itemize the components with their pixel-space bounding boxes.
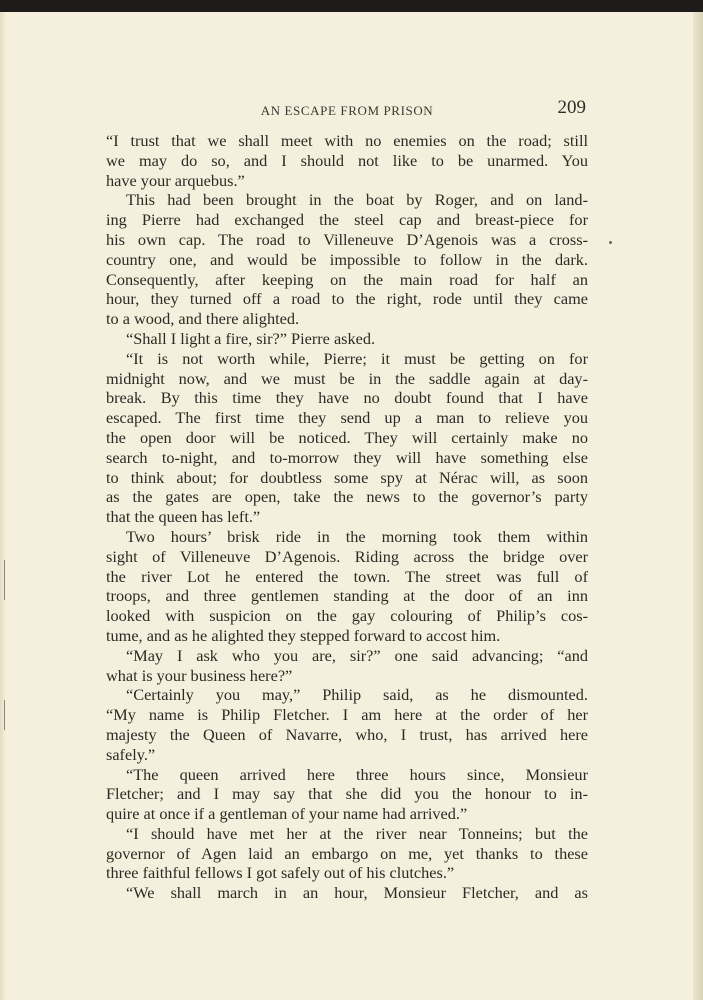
text-line: hour, they turned off a road to the right, rode until they came <box>106 289 588 309</box>
text-line: sight of Villeneuve D’Agenois. Riding across the bridge over <box>106 546 588 566</box>
text-line: the river Lot he entered the town. The street was full of <box>106 566 588 586</box>
text-line: “Shall I light a fire, sir?” Pierre asked. <box>126 328 376 348</box>
text-line: break. By this time they have no doubt found that I have <box>106 388 588 408</box>
text-line: have your arquebus.” <box>106 170 245 190</box>
text-line: ing Pierre had exchanged the steel cap and breast-piece for <box>106 210 588 230</box>
text-line: quire at once if a gentleman of your name had arrived.” <box>106 804 468 824</box>
text-line: we may do so, and I should not like to be unarmed. You <box>106 150 588 170</box>
text-line: governor of Agen laid an embargo on me, yet thanks to these <box>106 843 588 863</box>
page-right-edge <box>693 12 703 1000</box>
text-line: the open door will be noticed. They will certainly make no <box>106 427 588 447</box>
text-line: “I should have met her at the river near Tonneins; but the <box>126 823 588 843</box>
text-line: troops, and three gentlemen standing at the door of an inn <box>106 586 588 606</box>
text-line: what is your business here?” <box>106 665 293 685</box>
text-line: to a wood, and there alighted. <box>106 309 300 329</box>
text-line: This had been brought in the boat by Roger, and on land- <box>126 190 588 210</box>
text-line: as the gates are open, take the news to the governor’s party <box>106 487 588 507</box>
text-line: to think about; for doubtless some spy at Nérac will, as soon <box>106 467 588 487</box>
text-line: midnight now, and we must be in the saddle again at day- <box>106 368 588 388</box>
text-line: search to-night, and to-morrow they will have something else <box>106 447 588 467</box>
running-title: AN ESCAPE FROM PRISON <box>260 103 434 118</box>
body-text <box>106 131 588 903</box>
margin-mark <box>4 700 5 730</box>
text-line: his own cap. The road to Villeneuve D’Agenois was a cross- <box>106 229 588 249</box>
text-line: “May I ask who you are, sir?” one said advancing; “and <box>126 645 588 665</box>
text-line: that the queen has left.” <box>106 507 261 527</box>
page-top-edge <box>0 0 703 12</box>
text-line: “We shall march in an hour, Monsieur Fletcher, and as <box>126 883 588 903</box>
margin-dot <box>609 241 612 244</box>
text-line: safely.” <box>106 744 156 764</box>
text-line: “It is not worth while, Pierre; it must be getting on for <box>126 348 588 368</box>
text-line: escaped. The first time they send up a man to relieve you <box>106 408 588 428</box>
text-line: “My name is Philip Fletcher. I am here at the order of her <box>106 705 588 725</box>
text-line: “Certainly you may,” Philip said, as he dismounted. <box>126 685 588 705</box>
text-line: Two hours’ brisk ride in the morning took them within <box>126 526 588 546</box>
page-gutter-shadow <box>0 12 6 1000</box>
text-line: country one, and would be impossible to follow in the dark. <box>106 249 588 269</box>
text-line: majesty the Queen of Navarre, who, I trust, has arrived here <box>106 724 588 744</box>
text-line: “I trust that we shall meet with no enemies on the road; still <box>106 131 588 150</box>
text-line: Consequently, after keeping on the main road for half an <box>106 269 588 289</box>
page-header <box>106 97 588 125</box>
text-line: looked with suspicion on the gay colouring of Philip’s cos- <box>106 606 588 626</box>
text-line: tume, and as he alighted they stepped forward to accost him. <box>106 625 501 645</box>
margin-mark <box>4 560 5 600</box>
page-number: 209 <box>557 97 586 118</box>
text-line: three faithful fellows I got safely out of his clutches.” <box>106 863 455 883</box>
text-line: “The queen arrived here three hours since, Monsieur <box>126 764 588 784</box>
text-line: Fletcher; and I may say that she did you the honour to in- <box>106 784 588 804</box>
